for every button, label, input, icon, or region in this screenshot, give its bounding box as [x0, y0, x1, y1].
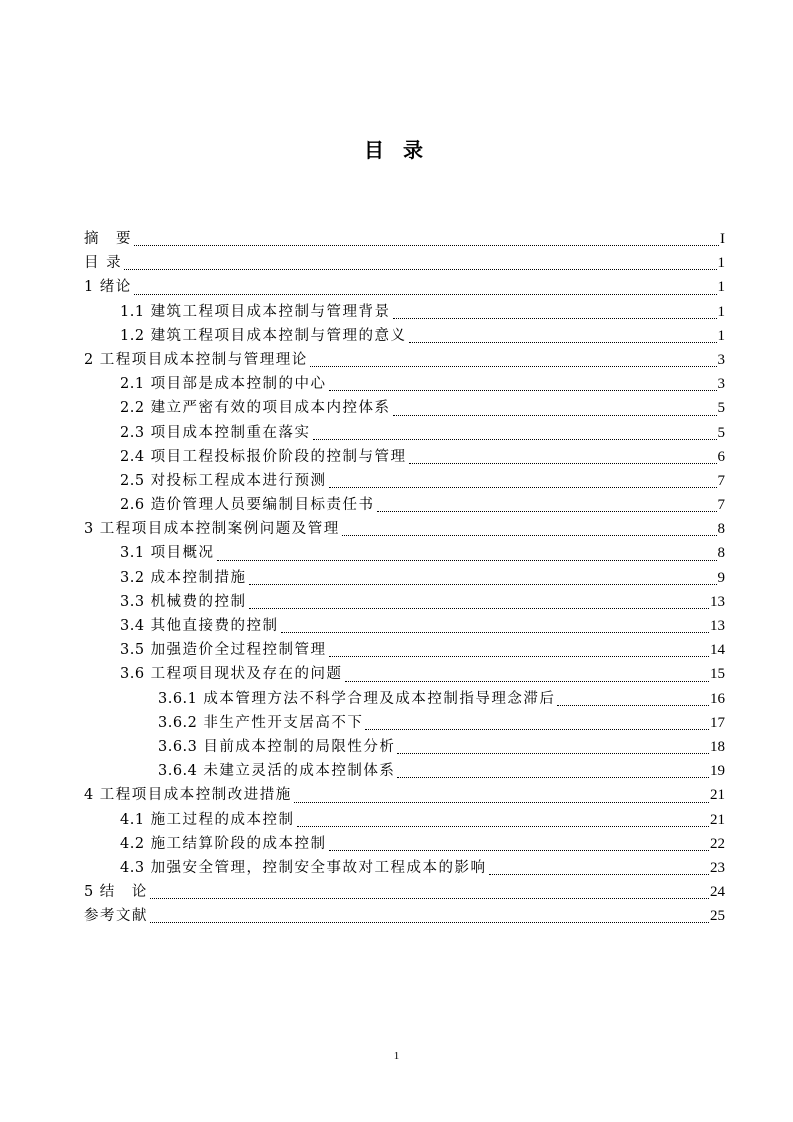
toc-entry-number: 2.3	[120, 424, 145, 441]
toc-entry-text: 造价管理人员要编制目标责任书	[150, 497, 375, 514]
toc-entry-number: 4.3	[120, 859, 145, 876]
toc-entry-number: 3.6	[120, 666, 145, 683]
toc-entry-page: 9	[717, 569, 725, 586]
toc-entry-text: 加强造价全过程控制管理	[150, 642, 327, 659]
toc-entry[interactable]	[84, 687, 725, 711]
toc-entry-title	[84, 227, 132, 251]
toc-entry[interactable]	[84, 445, 725, 469]
dot-leader	[345, 681, 709, 682]
toc-entry[interactable]	[84, 759, 725, 783]
toc-entry-text: 未建立灵活的成本控制体系	[203, 763, 396, 780]
toc-entry-number: 1.1	[120, 303, 145, 320]
toc-entry-text: 工程项目成本控制与管理理论	[99, 351, 308, 368]
toc-entry-title	[84, 275, 132, 299]
toc-entry-page: 16	[710, 690, 725, 707]
toc-entry-page: 21	[710, 787, 725, 804]
table-of-contents	[84, 227, 725, 928]
toc-entry-page: 3	[717, 351, 725, 368]
page-number: 1	[393, 1050, 400, 1062]
dot-leader	[134, 294, 717, 295]
toc-entry-page: 18	[710, 738, 725, 755]
toc-entry-page: 1	[717, 327, 725, 344]
toc-entry-page: 24	[710, 884, 725, 901]
toc-entry-page: 5	[717, 424, 725, 441]
dot-leader	[249, 584, 717, 585]
toc-entry[interactable]	[84, 711, 725, 735]
toc-entry[interactable]	[84, 348, 725, 372]
toc-entry-text: 摘 要	[84, 231, 132, 247]
toc-entry-title	[84, 904, 148, 928]
toc-entry-page: 1	[717, 255, 725, 272]
toc-entry-text: 项目成本控制重在落实	[150, 424, 311, 441]
dot-leader	[313, 439, 717, 440]
toc-entry-number: 2.2	[120, 400, 145, 417]
toc-entry[interactable]	[84, 493, 725, 517]
toc-entry-number: 2.1	[120, 376, 145, 393]
toc-entry-page: 19	[710, 763, 725, 780]
toc-entry-title	[120, 590, 247, 614]
toc-entry-number: 3.5	[120, 642, 145, 659]
toc-entry-text: 其他直接费的控制	[150, 618, 279, 634]
toc-entry-number: 4	[84, 787, 94, 804]
toc-entry-title	[120, 300, 391, 324]
toc-entry-text: 项目概况	[150, 545, 215, 562]
toc-entry-title	[120, 372, 327, 396]
toc-entry-number: 3.1	[120, 545, 145, 562]
toc-entry-number: 3	[84, 521, 94, 538]
toc-entry-page: 25	[710, 908, 725, 925]
toc-entry-title	[120, 566, 247, 590]
toc-entry-number: 4.1	[120, 811, 145, 828]
toc-entry-text: 工程项目成本控制改进措施	[99, 787, 292, 804]
toc-entry-title	[120, 808, 295, 832]
toc-entry-title	[158, 759, 395, 783]
dot-leader	[217, 560, 717, 561]
toc-entry-page: 13	[710, 618, 725, 634]
toc-entry-page: 17	[710, 714, 725, 731]
toc-entry-page: 15	[710, 666, 725, 683]
toc-entry-page: 21	[710, 811, 725, 828]
toc-entry-title	[84, 348, 308, 372]
toc-entry-title	[158, 711, 363, 735]
toc-entry-text: 结 论	[99, 884, 148, 901]
toc-entry-number: 2.5	[120, 472, 145, 489]
dot-leader	[557, 705, 709, 706]
toc-entry-page: 8	[717, 545, 725, 562]
toc-entry-number: 3.4	[120, 618, 145, 634]
toc-entry-title	[84, 880, 148, 904]
dot-leader	[393, 318, 717, 319]
toc-entry-title	[158, 735, 395, 759]
toc-entry-title	[120, 324, 407, 348]
toc-entry-page: 23	[710, 859, 725, 876]
toc-entry-page: 1	[717, 279, 725, 296]
toc-entry[interactable]	[84, 638, 725, 662]
toc-entry-title	[120, 541, 215, 565]
dot-leader	[249, 608, 709, 609]
toc-entry-text: 施工过程的成本控制	[150, 811, 295, 828]
toc-entry-text: 建立严密有效的项目成本内控体系	[150, 400, 391, 417]
toc-entry-number: 4.2	[120, 835, 145, 852]
toc-entry-page: 5	[717, 400, 725, 417]
toc-entry-title	[84, 783, 292, 807]
dot-leader	[150, 922, 709, 923]
toc-entry-number: 3.6.4	[158, 763, 198, 780]
toc-entry[interactable]	[84, 227, 725, 251]
toc-entry[interactable]	[84, 856, 725, 880]
toc-entry-number: 2.4	[120, 448, 145, 465]
dot-leader	[310, 366, 717, 367]
toc-entry-page: 1	[717, 303, 725, 320]
dot-leader	[409, 463, 717, 464]
toc-entry-page: 22	[710, 835, 725, 852]
dot-leader	[294, 802, 709, 803]
toc-entry-title	[84, 251, 122, 275]
toc-entry[interactable]	[84, 251, 725, 275]
toc-entry-text: 建筑工程项目成本控制与管理背景	[150, 303, 391, 320]
dot-leader	[134, 245, 719, 246]
toc-entry-title	[84, 517, 340, 541]
toc-entry-text: 目 录	[84, 255, 123, 272]
toc-entry[interactable]	[84, 880, 725, 904]
toc-entry-title	[120, 856, 487, 880]
dot-leader	[397, 753, 709, 754]
toc-entry-text: 对投标工程成本进行预测	[150, 472, 327, 489]
toc-entry-title	[120, 469, 327, 493]
dot-leader	[377, 511, 717, 512]
toc-entry-number: 2.6	[120, 497, 145, 514]
toc-entry[interactable]	[84, 541, 725, 565]
toc-entry[interactable]	[84, 421, 725, 445]
toc-entry[interactable]	[84, 396, 725, 420]
toc-entry[interactable]	[84, 614, 725, 638]
toc-entry-text: 成本管理方法不科学合理及成本控制指导理念滞后	[203, 690, 556, 707]
toc-entry-page: 6	[717, 448, 725, 465]
toc-entry-number: 1.2	[120, 327, 145, 344]
toc-entry-text: 非生产性开支居高不下	[203, 714, 364, 731]
toc-entry[interactable]	[84, 662, 725, 686]
toc-entry[interactable]	[84, 808, 725, 832]
toc-entry-number: 3.6.2	[158, 714, 198, 731]
toc-entry-text: 建筑工程项目成本控制与管理的意义	[150, 327, 407, 344]
dot-leader	[281, 632, 709, 633]
dot-leader	[393, 415, 717, 416]
toc-entry[interactable]	[84, 324, 725, 348]
toc-entry-page: 8	[717, 521, 725, 538]
toc-entry[interactable]	[84, 590, 725, 614]
toc-entry-page: I	[720, 231, 725, 247]
toc-entry-number: 1	[84, 279, 94, 296]
toc-entry-number: 3.2	[120, 569, 145, 586]
toc-entry-page: 7	[717, 472, 725, 489]
toc-entry-text: 工程项目现状及存在的问题	[150, 666, 343, 683]
toc-entry-title	[120, 445, 407, 469]
toc-entry[interactable]	[84, 566, 725, 590]
toc-entry[interactable]	[84, 517, 725, 541]
dot-leader	[489, 874, 709, 875]
dot-leader	[150, 898, 709, 899]
dot-leader	[329, 850, 709, 851]
toc-entry-title	[120, 832, 327, 856]
dot-leader	[297, 826, 709, 827]
dot-leader	[329, 390, 717, 391]
dot-leader	[365, 729, 709, 730]
dot-leader	[342, 535, 717, 536]
toc-entry-number: 3.6.1	[158, 690, 198, 707]
toc-entry-title	[158, 687, 555, 711]
toc-entry-page: 14	[710, 642, 725, 659]
toc-entry-page: 13	[710, 593, 725, 610]
toc-entry-text: 加强安全管理，控制安全事故对工程成本的影响	[150, 859, 487, 876]
toc-entry[interactable]	[84, 372, 725, 396]
toc-entry[interactable]	[84, 469, 725, 493]
toc-entry-title	[120, 421, 311, 445]
toc-entry-number: 3.6.3	[158, 738, 198, 755]
dot-leader	[124, 269, 716, 270]
toc-entry[interactable]	[84, 300, 725, 324]
dot-leader	[329, 487, 717, 488]
toc-entry-page: 3	[717, 376, 725, 393]
toc-entry-text: 目前成本控制的局限性分析	[203, 738, 396, 755]
toc-entry-title	[120, 396, 391, 420]
toc-entry-text: 参考文献	[84, 908, 148, 925]
dot-leader	[409, 342, 717, 343]
toc-entry[interactable]	[84, 735, 725, 759]
toc-entry[interactable]	[84, 832, 725, 856]
toc-entry-title	[120, 662, 343, 686]
toc-entry-number: 5	[84, 884, 94, 901]
dot-leader	[329, 656, 709, 657]
toc-entry-text: 机械费的控制	[150, 593, 247, 610]
toc-entry[interactable]	[84, 783, 725, 807]
toc-entry-title	[120, 638, 327, 662]
toc-entry-page: 7	[717, 497, 725, 514]
toc-entry-title	[120, 493, 375, 517]
toc-entry-text: 项目部是成本控制的中心	[150, 376, 327, 393]
dot-leader	[397, 777, 709, 778]
toc-entry-text: 项目工程投标报价阶段的控制与管理	[150, 448, 407, 465]
toc-entry-text: 工程项目成本控制案例问题及管理	[99, 521, 340, 538]
toc-entry-title	[120, 614, 279, 638]
page-title: 目 录	[364, 138, 429, 162]
toc-entry[interactable]	[84, 275, 725, 299]
toc-entry-text: 成本控制措施	[150, 569, 247, 586]
toc-entry-number: 2	[84, 351, 94, 368]
toc-entry-text: 绪论	[99, 279, 132, 296]
toc-entry-text: 施工结算阶段的成本控制	[150, 835, 327, 852]
toc-entry-number: 3.3	[120, 593, 145, 610]
toc-entry[interactable]	[84, 904, 725, 928]
